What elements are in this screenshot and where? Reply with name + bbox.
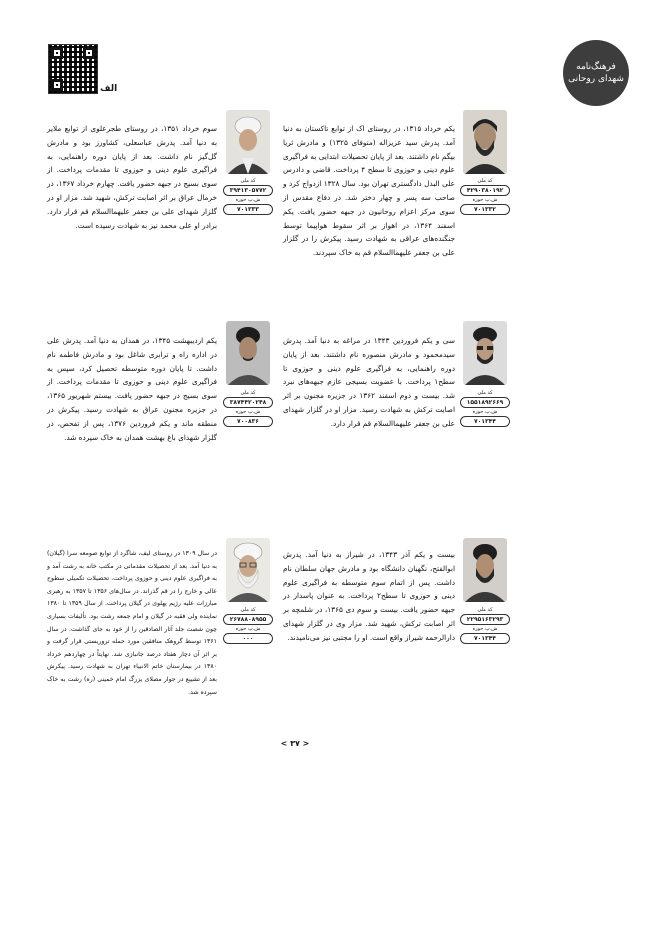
logo-line-2: شهدای روحانی [568, 74, 624, 84]
seminary-code: ۷۰۱۳۳۲ [460, 204, 510, 215]
entry-text: سوم خرداد ۱۳۵۱، در روستای طجرعلوی از توابع ملایر به دنیا آمد. پدرش عباسعلی، کشاورز بود و مادرش گل‌گیز نام داشت. بعد از پایان دوره راهنمایی، به فراگیری علوم دینی و حوزوی تا مقدمات پرداخت. از سوی بسیج در جبهه حضور یافت. چهارم خرداد ۱۳۶۷، در خرمال عراق بر اثر اصابت ترکش، شهید شد. مزار او در گلزار شهدای علی بن جعفر علیهماالسلام قم قرار دارد. برادر او علی محمد نیز به شهادت رسیده است. [47, 124, 217, 230]
book-logo [563, 40, 629, 106]
national-code-label: کد ملی [240, 390, 256, 396]
seminary-code-label: ش.پ حوزه [472, 197, 498, 203]
seminary-code: ۷۰۱۳۳۳ [223, 204, 273, 215]
qr-finder-mark [51, 79, 63, 91]
seminary-code: ۷۰۱۳۴۴ [460, 633, 510, 644]
id-box [223, 607, 273, 644]
entry-text: بیست و یکم آذر ۱۳۴۳، در شیراز به دنیا آمد. پدرش ابوالفتح، نگهبان دانشگاه بود و مادرش جهان سلطان نام داشت. پس از اتمام سوم متوسطه به فراگیری علوم دینی و حوزوی تا سطح۲ پرداخت. به عنوان پاسدار در جبهه حضور یافت. بیست و سوم دی ۱۳۶۵، در شلمچه بر اثر اصابت ترکش، شهید شد. مزار وی در گلزار شهدای دارالرحمه شیراز واقع است. او را مجتبی نیز می‌نامیدند. [283, 550, 455, 642]
seminary-code-label: ش.پ حوزه [472, 409, 498, 415]
entry-text: یکم خرداد ۱۳۱۵، در روستای اک از توابع تاکستان به دنیا آمد. پدرش سید عزیزاله (متوفای ۱۳۲۵) و مادرش ثریا بیگم نام داشتند. بعد از پایان تحصیلات ابتدایی به فراگیری علوم دینی و حوزوی تا سطح ۴ پرداخت. قاضی و دادرس علی البدل دادگستری تهران بود. سال ۱۳۲۸ ازدواج کرد و صاحب سه پسر و چهار دختر شد. در دفاع مقدس از سوی مرکز اعزام روحانیون در جبهه حضور یافت. یکم اسفند ۱۳۶۴، در اهواز بر اثر سقوط هواپیما توسط جنگنده‌های عراقی به شهادت رسید. پیکرش را در گلزار علی بن جعفر علیهماالسلام قم به خاک سپردند. [283, 124, 456, 258]
qr-finder-mark [83, 47, 95, 59]
national-code: ۳۸۷۴۴۲۰۲۴۸ [223, 397, 273, 408]
seminary-code: ۰۰۰ [223, 633, 273, 644]
qr-label: الف [100, 84, 118, 94]
id-box [223, 178, 273, 215]
portrait-photo [226, 110, 270, 174]
id-box [460, 178, 510, 215]
qr-finder-mark [51, 47, 63, 59]
national-code: ۲۶۷۸۸۰۸۹۵۵ [223, 614, 273, 625]
portrait-photo [226, 321, 270, 385]
portrait-photo [226, 538, 270, 602]
national-code: ۳۹۴۱۳۰۵۷۷۲ [223, 185, 273, 196]
national-code: ۴۲۹۰۳۸۰۱۹۲ [460, 185, 510, 196]
national-code-label: کد ملی [477, 390, 493, 396]
seminary-code-label: ش.پ حوزه [235, 197, 261, 203]
entry-text: سی و یکم فروردین ۱۳۴۳ در مراغه به دنیا آمد. پدرش سیدمحمود و مادرش منصوره نام داشتند. بعد از پایان دوره راهنمایی، به فراگیری علوم دینی و حوزوی تا سطح۱ پرداخت. با عضویت بسیجی عازم جبهه‌های نبرد شد. بیست و دوم اسفند ۱۳۶۲ در جزیره مجنون بر اثر اصابت ترکش به شهادت رسید. مزار او در گلزار شهدای علی بن جعفر علیهماالسلام قم قرار دارد. [283, 336, 456, 428]
portrait-photo [463, 110, 507, 174]
national-code-label: کد ملی [240, 607, 256, 613]
seminary-code: ۷۰۱۳۴۴ [460, 416, 510, 427]
seminary-code: ۷۰۰۸۳۶ [223, 416, 273, 427]
id-box [460, 390, 510, 427]
seminary-code-label: ش.پ حوزه [235, 409, 261, 415]
qr-code [48, 44, 98, 94]
national-code: ۲۲۹۵۱۶۳۲۹۳ [460, 614, 510, 625]
id-box [460, 607, 510, 644]
page-number: < ۳۷ > [280, 739, 310, 748]
id-box [223, 390, 273, 427]
national-code: ۱۵۵۱۸۹۲۶۶۹ [460, 397, 510, 408]
national-code-label: کد ملی [240, 178, 256, 184]
seminary-code-label: ش.پ حوزه [235, 626, 261, 632]
entry-text: در سال ۱۳۰۹ در روستای لیف، شاگرد از توابع صومعه سرا (گیلان) به دنیا آمد. بعد از تحصیلات مقدماتی در مکتب خانه به رشت آمد و به فراگیری علوم دینی و حوزوی پرداخت. تحصیلات تکمیلی سطوح عالی و خارج را در قم گذراند. در سال‌های ۱۳۵۶ تا ۱۳۵۷ به رهبری مبارزات علیه رژیم پهلوی در گیلان پرداخت. از سال ۱۳۵۹ تا ۱۳۸۰ نماینده ولی فقیه در گیلان و امام جمعه رشت بود. تألیفات بسیاری چون شصت جلد آثار الصادقین را از خود به جای گذاشت. در سال ۱۳۶۱ توسط گروهک منافقین مورد حمله تروریستی قرار گرفت و بر اثر آن دچار هفتاد درصد جانبازی شد. نهایتاً در چهاردهم خرداد ۱۳۸۰ در بیمارستان خاتم الانبیاء تهران به شهادت رسید. پیکرش بعد از تشییع در جوار مصلای بزرگ امام خمینی (ره) رشت به خاک سپرده شد. [47, 550, 217, 696]
entry-text: یکم اردیبهشت ۱۳۴۵، در همدان به دنیا آمد. پدرش علی در اداره راه و ترابری شاغل بود و مادرش فاطمه نام داشت. تا پایان دوره متوسطه تحصیل کرد، سپس به فراگیری علوم دینی و حوزوی تا مقدمات پرداخت. از سوی بسیج در جبهه حضور یافت. بیستم شهریور ۱۳۶۵، در جزیره مجنون عراق به شهادت رسید. پیکرش در منطقه ماند و یکم فروردین ۱۳۷۶، پس از تفحص، در گلزار شهدای باغ بهشت همدان به خاک سپرده شد. [47, 336, 217, 442]
portrait-photo [463, 321, 507, 385]
national-code-label: کد ملی [477, 607, 493, 613]
logo-line-1: فرهنگ‌نامه [576, 62, 616, 72]
national-code-label: کد ملی [477, 178, 493, 184]
seminary-code-label: ش.پ حوزه [472, 626, 498, 632]
portrait-photo [463, 538, 507, 602]
